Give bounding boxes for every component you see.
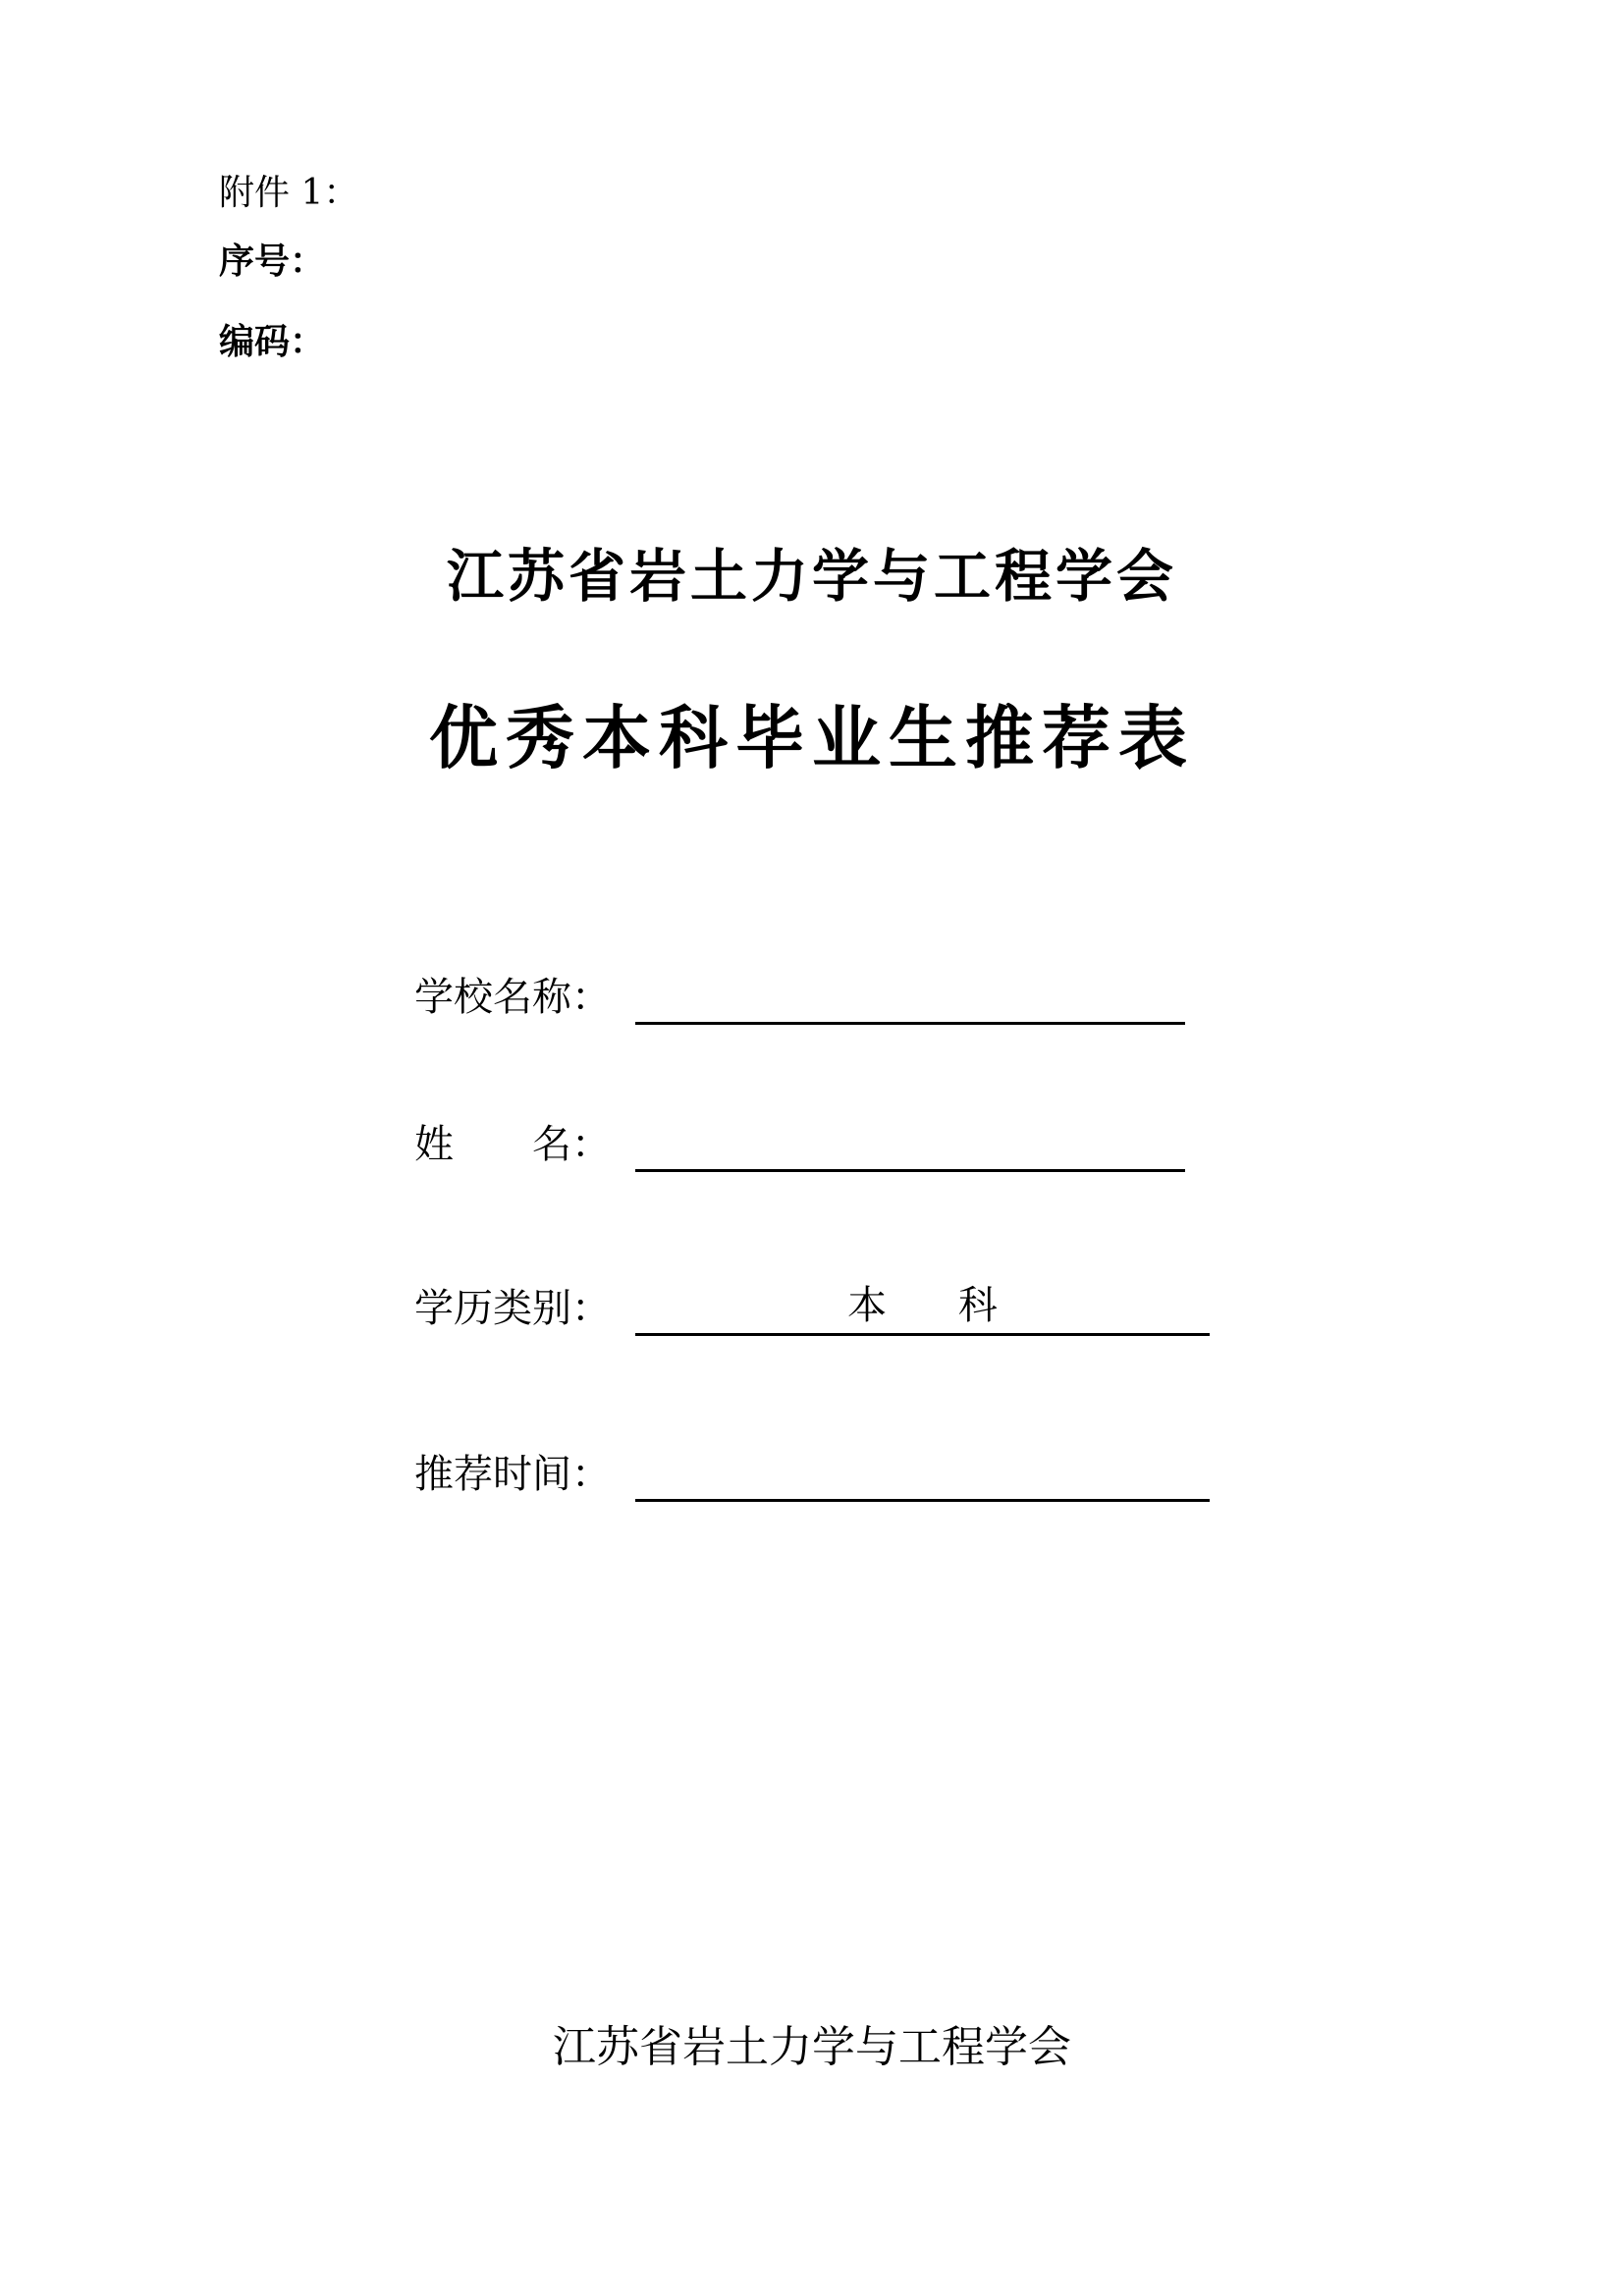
- school-name-field[interactable]: [635, 967, 1185, 1025]
- name-label: [414, 1117, 611, 1172]
- name-label-first: 姓: [414, 1122, 454, 1167]
- recommend-time-label: 推荐时间：: [414, 1452, 611, 1497]
- degree-type-value: 本 科: [847, 1283, 998, 1328]
- form-title: 优秀本科毕业生推荐表: [429, 697, 1195, 778]
- name-field[interactable]: [635, 1114, 1185, 1172]
- attachment-label: 附件 1：: [219, 173, 359, 213]
- serial-number-label: 序号：: [219, 241, 326, 282]
- footer-organization: 江苏省岩土力学与工程学会: [553, 2022, 1071, 2072]
- degree-type-field[interactable]: [635, 1278, 1210, 1336]
- code-label: 编码：: [219, 322, 326, 362]
- recommend-time-field[interactable]: [635, 1444, 1210, 1502]
- name-label-second: 名：: [532, 1122, 611, 1167]
- organization-title: 江苏省岩土力学与工程学会: [446, 543, 1177, 610]
- degree-type-label: 学历类别：: [414, 1286, 611, 1331]
- school-name-label: 学校名称：: [414, 975, 611, 1020]
